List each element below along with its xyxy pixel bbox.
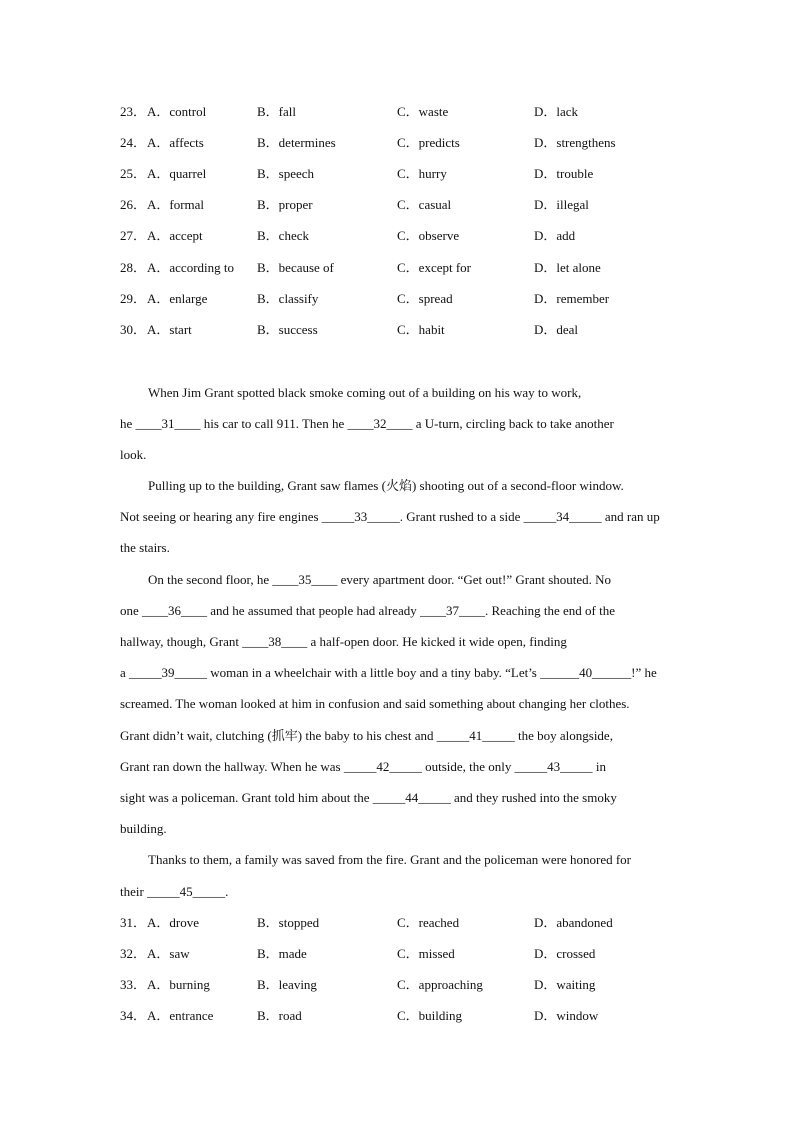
blank-36: ____36____ (142, 603, 208, 618)
option-a: A．control (147, 104, 207, 119)
option-a: A．formal (147, 197, 205, 212)
passage-text: When Jim Grant spotted black smoke coming out of a building on his way to work, (148, 385, 582, 400)
option-c: C．building (397, 1008, 463, 1023)
option-d: D．lack (534, 104, 579, 119)
option-b: B．classify (257, 291, 319, 306)
option-c: C．missed (397, 946, 455, 961)
passage-line (120, 445, 676, 465)
blank-31: ____31____ (135, 416, 201, 431)
option-b: B．leaving (257, 977, 317, 992)
passage-text: look. (120, 447, 147, 462)
option-c: C．reached (397, 915, 460, 930)
passage-line (120, 694, 676, 714)
passage-text: Grant didn’t wait, clutching (抓牢) the baby to his chest and (120, 728, 437, 743)
option-c: C．hurry (397, 166, 447, 181)
question-number: 33． (120, 977, 147, 992)
option-a: A．according to (147, 260, 235, 275)
option-a: A．drove (147, 915, 199, 930)
option-b: B．determines (257, 135, 336, 150)
blank-37: ____37____ (420, 603, 486, 618)
option-d: D．remember (534, 291, 610, 306)
option-d: D．add (534, 228, 576, 243)
option-b: B．road (257, 1008, 302, 1023)
passage-line (120, 757, 676, 777)
passage-text: a U-turn, circling back to take another (412, 416, 614, 431)
passage-text: his car to call 911. Then he (200, 416, 348, 431)
question-number: 29． (120, 291, 147, 306)
option-d: D．abandoned (534, 915, 613, 930)
passage-text: and they rushed into the smoky (450, 790, 617, 805)
blank-41: _____41_____ (436, 728, 515, 743)
option-a: A．burning (147, 977, 210, 992)
passage-line (120, 414, 676, 434)
blank-35: ____35____ (272, 572, 338, 587)
passage-line (120, 538, 676, 558)
question-number: 31． (120, 915, 147, 930)
passage-line (148, 476, 676, 496)
passage-line (148, 570, 676, 590)
passage-text: in (592, 759, 606, 774)
passage-text: hallway, though, Grant (120, 634, 243, 649)
blank-42: _____42_____ (343, 759, 422, 774)
passage-text: their (120, 884, 148, 899)
option-c: C．spread (397, 291, 453, 306)
question-number: 23． (120, 104, 147, 119)
question-number: 28． (120, 260, 147, 275)
passage-text: woman in a wheelchair with a little boy and a tiny baby. “Let’s (207, 665, 541, 680)
blank-34: _____34_____ (523, 509, 602, 524)
option-b: B．proper (257, 197, 313, 212)
option-b: B．stopped (257, 915, 320, 930)
option-d: D．waiting (534, 977, 596, 992)
option-c: C．predicts (397, 135, 460, 150)
passage-line (120, 507, 676, 527)
blank-40: ______40______ (540, 665, 632, 680)
option-d: D．deal (534, 322, 579, 337)
question-number: 30． (120, 322, 147, 337)
question-number: 32． (120, 946, 147, 961)
option-c: C．except for (397, 260, 472, 275)
option-d: D．trouble (534, 166, 594, 181)
blank-39: _____39_____ (129, 665, 208, 680)
option-a: A．accept (147, 228, 203, 243)
question-number: 25． (120, 166, 147, 181)
passage-text: On the second floor, he (148, 572, 273, 587)
passage-text: Pulling up to the building, Grant saw flames (火焰) shooting out of a second-floor window. (148, 478, 624, 493)
option-a: A．start (147, 322, 192, 337)
passage-text: . (225, 884, 229, 899)
passage-text: one (120, 603, 143, 618)
passage-text: . Grant rushed to a side (399, 509, 524, 524)
passage-line (120, 601, 676, 621)
option-b: B．speech (257, 166, 315, 181)
passage-text: Not seeing or hearing any fire engines (120, 509, 322, 524)
option-d: D．crossed (534, 946, 596, 961)
option-c: C．habit (397, 322, 445, 337)
option-c: C．approaching (397, 977, 483, 992)
passage-text: . Reaching the end of the (485, 603, 615, 618)
option-c: C．waste (397, 104, 449, 119)
option-a: A．saw (147, 946, 190, 961)
passage-text: sight was a policeman. Grant told him about the (120, 790, 373, 805)
option-c: C．casual (397, 197, 452, 212)
option-d: D．let alone (534, 260, 601, 275)
option-b: B．made (257, 946, 307, 961)
option-b: B．check (257, 228, 309, 243)
passage-line (148, 383, 676, 403)
passage-line (120, 819, 676, 839)
option-a: A．entrance (147, 1008, 214, 1023)
option-a: A．quarrel (147, 166, 207, 181)
blank-45: _____45_____ (147, 884, 226, 899)
question-number: 27． (120, 228, 147, 243)
passage-text: the stairs. (120, 540, 170, 555)
option-c: C．observe (397, 228, 460, 243)
passage-line (120, 788, 676, 808)
option-a: A．affects (147, 135, 204, 150)
passage-text: the boy alongside, (514, 728, 613, 743)
option-d: D．window (534, 1008, 599, 1023)
passage-text: !” he (631, 665, 657, 680)
passage-text: a half-open door. He kicked it wide open, finding (307, 634, 567, 649)
passage-line (120, 663, 676, 683)
passage-text: and he assumed that people had already (207, 603, 421, 618)
passage-text: Grant ran down the hallway. When he was (120, 759, 344, 774)
blank-43: _____43_____ (514, 759, 593, 774)
blank-33: _____33_____ (321, 509, 400, 524)
question-number: 26． (120, 197, 147, 212)
option-b: B．fall (257, 104, 296, 119)
passage-line (148, 850, 676, 870)
passage-text: a (120, 665, 130, 680)
question-number: 24． (120, 135, 147, 150)
passage-line (120, 726, 676, 746)
passage-text: he (120, 416, 136, 431)
blank-44: _____44_____ (372, 790, 451, 805)
passage-text: screamed. The woman looked at him in confusion and said something about changing her clothes. (120, 696, 630, 711)
passage-text: Thanks to them, a family was saved from the fire. Grant and the policeman were honored for (148, 852, 631, 867)
question-number: 34． (120, 1008, 147, 1023)
passage-line (120, 882, 676, 902)
option-b: B．because of (257, 260, 334, 275)
option-a: A．enlarge (147, 291, 208, 306)
blank-38: ____38____ (242, 634, 308, 649)
option-b: B．success (257, 322, 318, 337)
passage-text: building. (120, 821, 167, 836)
blank-32: ____32____ (347, 416, 413, 431)
passage-text: every apartment door. “Get out!” Grant shouted. No (337, 572, 612, 587)
passage-text: outside, the only (421, 759, 515, 774)
passage-line (120, 632, 676, 652)
option-d: D．strengthens (534, 135, 616, 150)
option-d: D．illegal (534, 197, 589, 212)
passage-text: and ran up (601, 509, 660, 524)
